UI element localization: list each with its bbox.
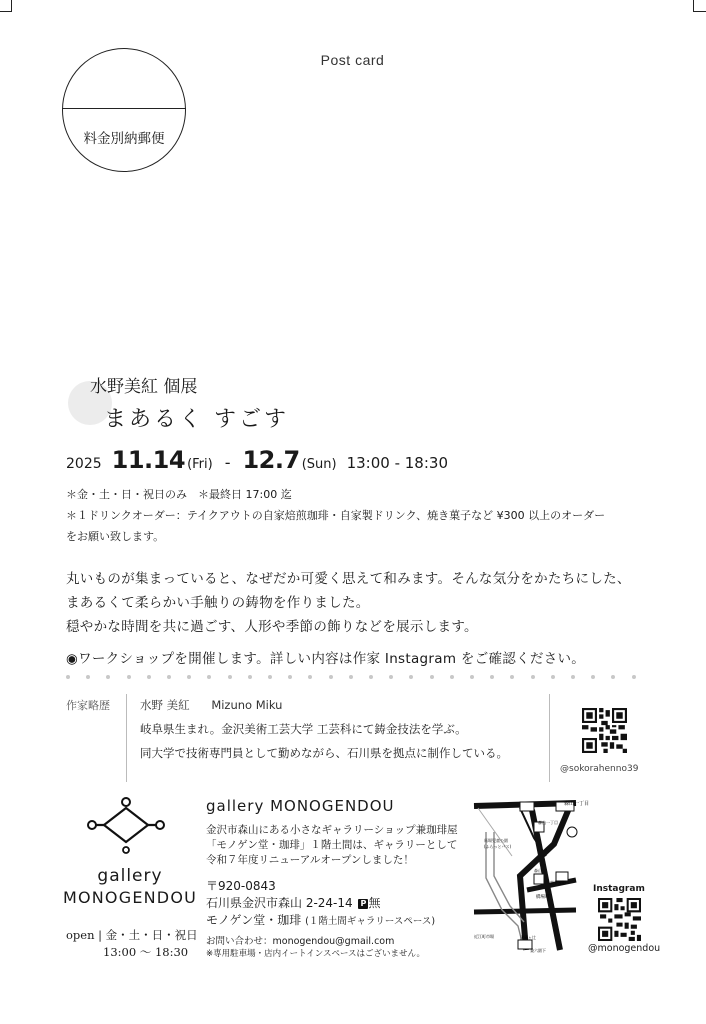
map-label-higashi: 東茶屋街 xyxy=(550,880,566,885)
workshop-notice: ◉ワークショップを開催します。詳しい内容は作家 Instagram をご確認ください。 xyxy=(66,651,586,667)
parking-icon: P xyxy=(358,899,368,909)
map-label-morimachi-2: 森山一丁目 xyxy=(538,820,558,825)
note-line-1: ＊金・土・日・祝日のみ ＊最終日 17:00 迄 xyxy=(66,488,292,501)
gallery-instagram-qr-code[interactable] xyxy=(598,898,641,941)
postcard-label: Post card xyxy=(320,52,385,68)
start-date: 11.14 xyxy=(111,446,186,474)
map-label-park: 馬場児童公園 xyxy=(484,838,508,843)
gallery-shop-row xyxy=(206,911,435,928)
bio-line-2: 同大学で技術専門員として勤めながら、石川県を拠点に制作している。 xyxy=(140,746,508,760)
artist-name xyxy=(140,697,282,713)
gallery-logo-name: MONOGENDOU xyxy=(62,888,198,907)
opening-time: 13:00 - 18:30 xyxy=(346,454,448,472)
gallery-contact: お問い合わせ：monogendou@gmail.com xyxy=(206,936,395,947)
end-dow: (Sun) xyxy=(301,457,337,472)
note-line-3: をお願い致します。 xyxy=(66,530,165,543)
artist-instagram-qr-code[interactable] xyxy=(582,708,627,753)
start-dow: (Fri) xyxy=(187,457,213,472)
crop-mark-top-left xyxy=(0,0,12,12)
map-label-morimachi-1: 森山一丁目 xyxy=(564,801,590,807)
postage-stamp-circle xyxy=(62,48,186,172)
description-line-1: 丸いものが集まっていると、なぜだか可愛く思えて和みます。そんな気分をかたちにした、 xyxy=(66,571,631,587)
artist-name-en: Mizuno Miku xyxy=(211,698,283,712)
gallery-desc-3: 令和７年度リニューアルオープンしました！ xyxy=(206,854,414,866)
profile-divider-right xyxy=(549,694,550,782)
end-date: 12.7 xyxy=(242,446,300,474)
gallery-desc-2: 「モノゲン堂・珈琲」１階土間は、ギャラリーとして xyxy=(206,839,458,851)
profile-divider-left xyxy=(126,694,127,782)
map-label-omicho: 近江町市場 xyxy=(474,934,494,939)
map-label-bus: (ふらっとバス) xyxy=(484,844,512,849)
exhibition-dates xyxy=(66,446,448,474)
artist-name-jp: 水野 美紅 xyxy=(140,698,190,712)
gallery-postal: 〒920-0843 xyxy=(206,879,276,893)
map-label-moriyama: 森山 xyxy=(534,868,542,873)
postage-stamp-divider xyxy=(62,108,186,109)
dotted-divider xyxy=(66,675,636,681)
postage-stamp-text: 料金別納郵便 xyxy=(83,131,165,147)
gallery-desc-1: 金沢市森山にある小さなギャラリーショップ兼珈琲屋 xyxy=(206,824,458,836)
exhibition-title: まあるく すごす xyxy=(104,407,289,432)
gallery-shop-note: (１階土間ギャラリースペース) xyxy=(305,916,436,927)
gallery-open-hours: 13:00 〜 18:30 xyxy=(103,945,189,959)
crop-mark-top-right xyxy=(693,0,706,12)
gallery-shop: モノゲン堂・珈琲 xyxy=(206,913,302,927)
access-map xyxy=(472,798,590,954)
map-label-musashi: 武蔵ヶ辻 xyxy=(520,935,536,940)
gallery-notice: ※専用駐車場・店内イートインスペースはございません。 xyxy=(206,949,426,959)
description-line-3: 穏やかな時間を共に過ごす、人形や季節の飾りなどを展示します。 xyxy=(66,619,478,635)
gallery-instagram-label: Instagram xyxy=(593,884,645,894)
note-line-2: ＊１ドリンクオーダー：テイクアウトの自家焙煎珈琲・自家製ドリンク、焼き菓子など ¥300 以上のオーダー xyxy=(66,509,606,522)
gallery-instagram-handle: @monogendou xyxy=(588,943,661,954)
gallery-name: gallery MONOGENDOU xyxy=(206,797,395,815)
exhibition-artist-title: 水野美紅 個展 xyxy=(90,377,198,397)
map-label-kenroku: 兼六園下 xyxy=(530,948,546,953)
artist-instagram-handle: @sokorahenno39 xyxy=(560,764,639,774)
description-line-2: まあるくて柔らかい手触りの鋳物を作りました。 xyxy=(66,595,370,611)
gallery-open-days: open | 金・土・日・祝日 xyxy=(66,928,198,942)
year: 2025 xyxy=(66,456,102,472)
gallery-address: 石川県金沢市森山 2-24-14 xyxy=(206,896,353,910)
bio-line-1: 岐阜県生まれ。金沢美術工芸大学 工芸科にて鋳金技法を学ぶ。 xyxy=(140,722,467,736)
gallery-logo-word: gallery xyxy=(97,866,163,886)
parking-text: 無 xyxy=(368,896,381,910)
profile-label: 作家略歴 xyxy=(66,699,110,712)
gallery-address-row xyxy=(206,894,381,911)
map-label-hashiba: 橋場町 xyxy=(536,895,550,900)
gallery-logo-icon xyxy=(84,794,168,854)
date-separator: - xyxy=(224,453,231,472)
